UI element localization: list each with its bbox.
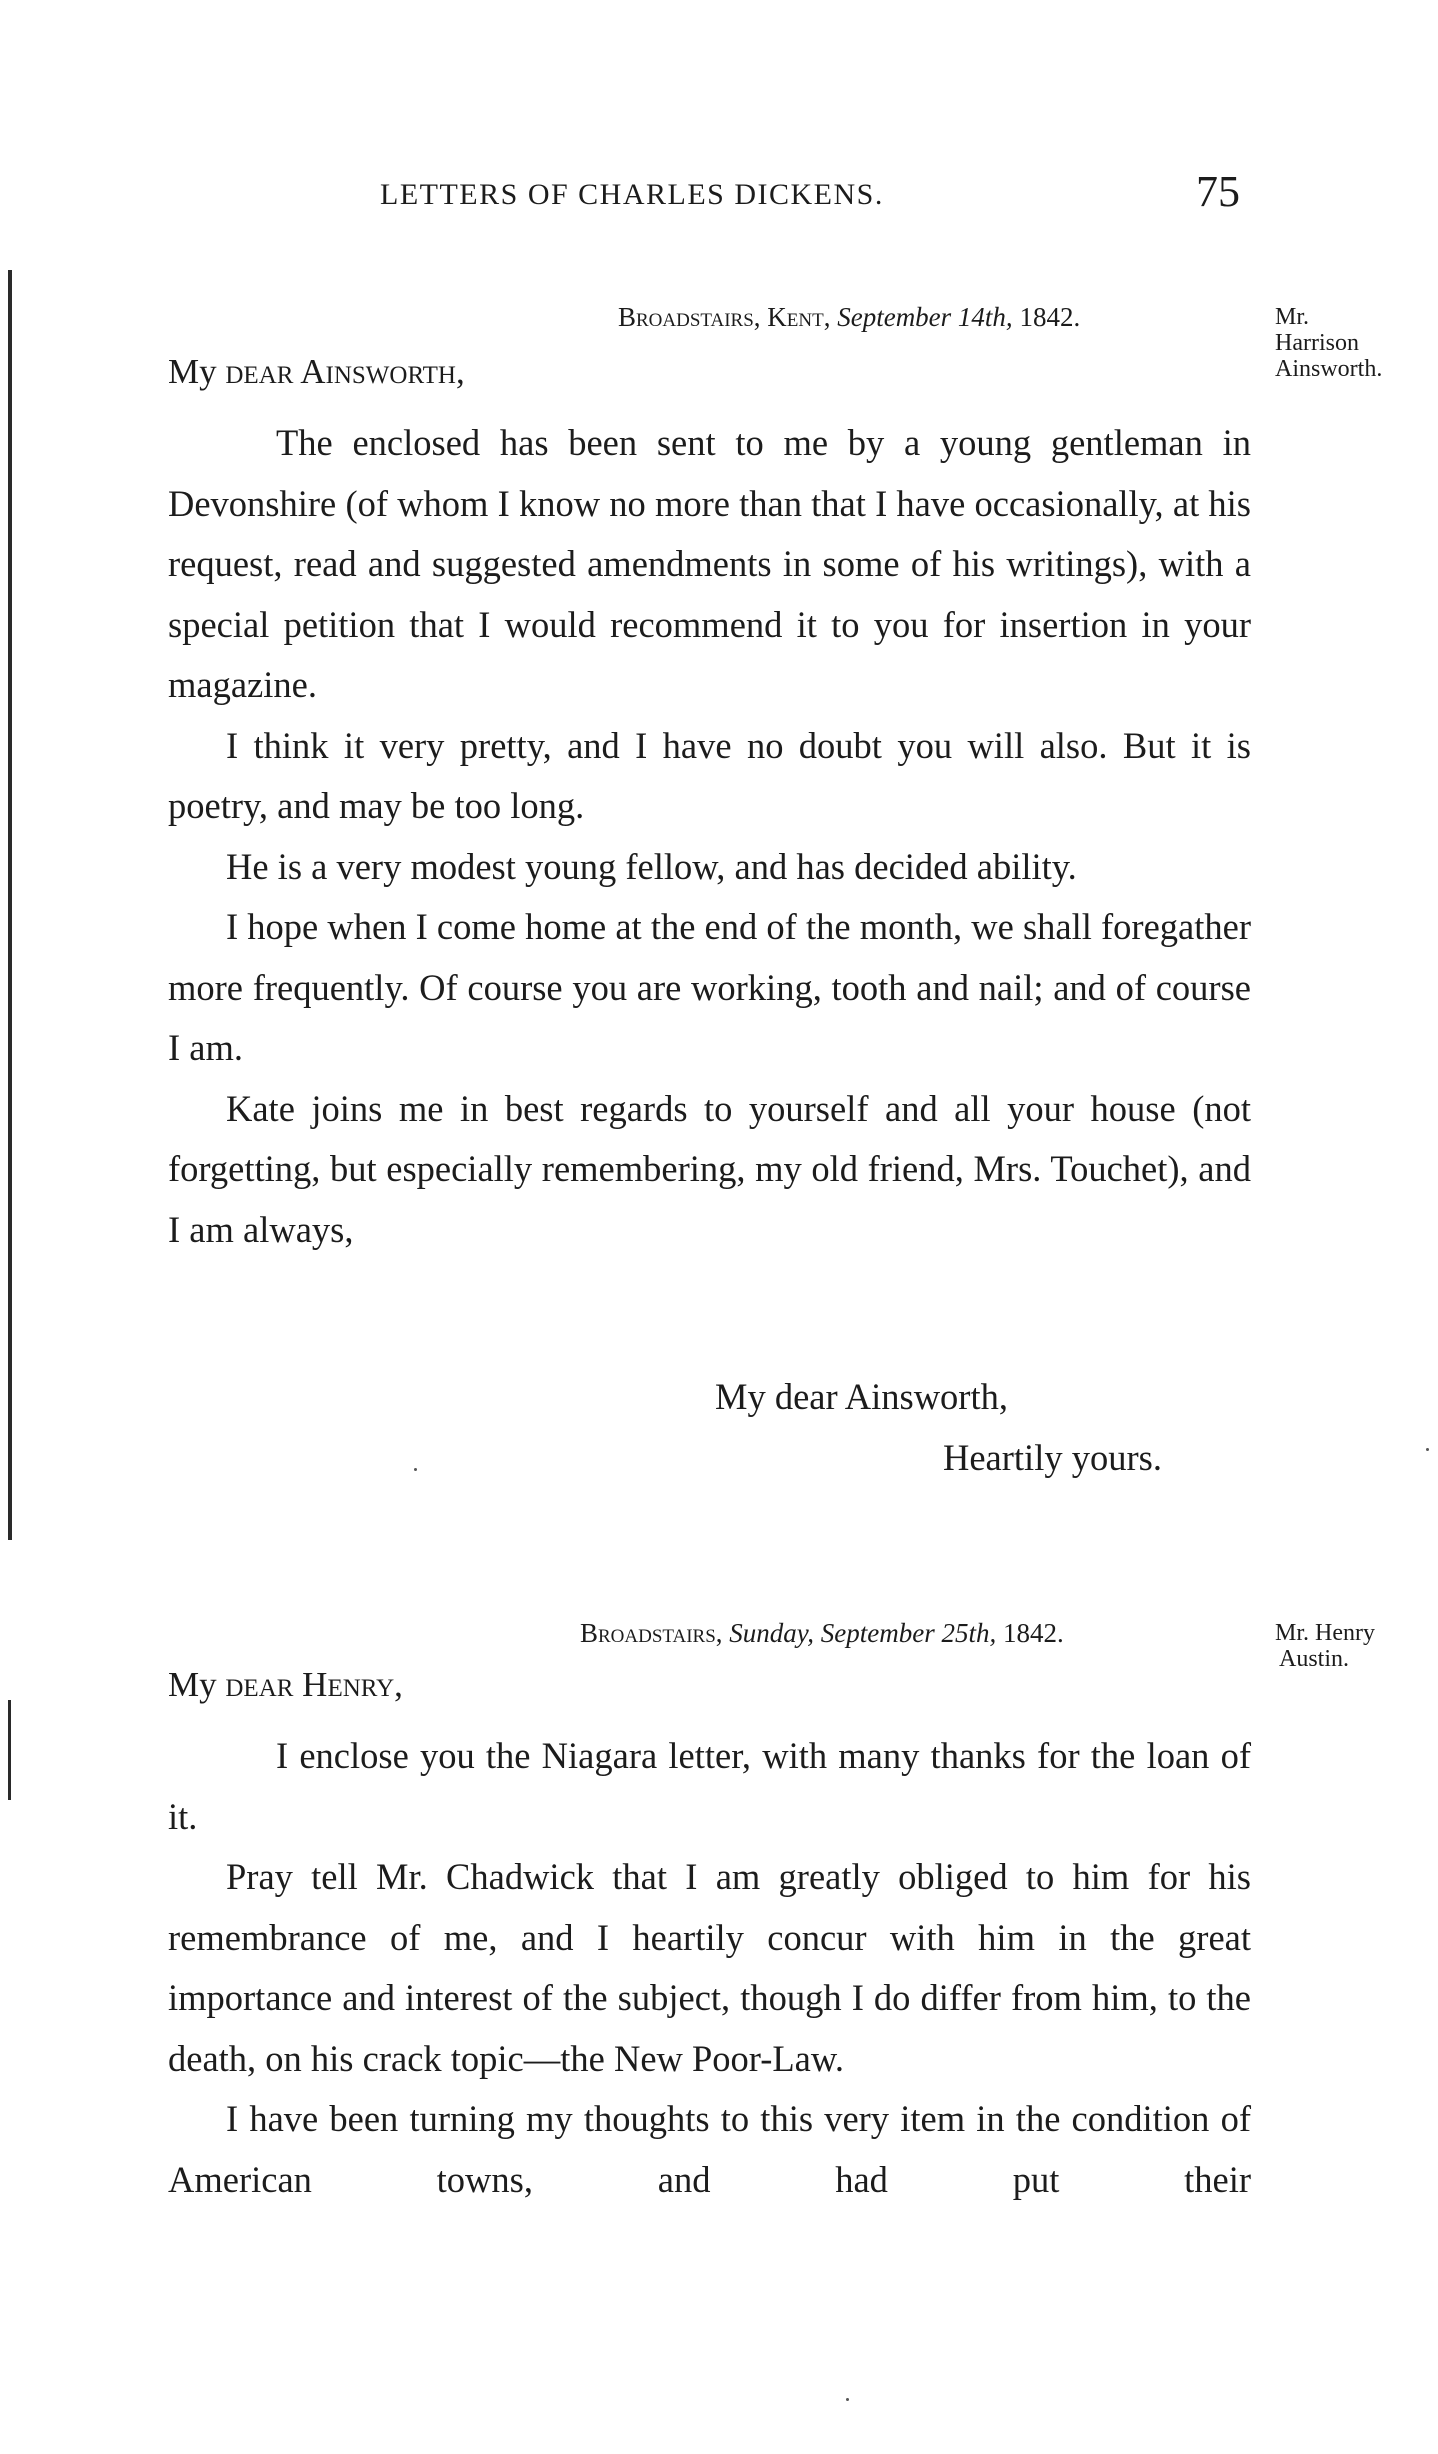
- letter-1-year: 1842.: [1019, 302, 1081, 332]
- letter-2-paragraph: I enclose you the Niagara letter, with many thanks for the loan of it.: [168, 1735, 1251, 1837]
- letter-2-place: Broadstairs,: [580, 1618, 723, 1648]
- letter-2-year: 1842.: [1003, 1618, 1064, 1648]
- binding-edge-mark: [8, 270, 12, 1540]
- scan-speck: [1426, 1448, 1429, 1451]
- scan-speck: [846, 2398, 849, 2401]
- letter-2-paragraph: I have been turning my thoughts to this very item in the condition of American towns, and had put their: [168, 2098, 1251, 2200]
- letter-2-salutation: [168, 1665, 403, 1705]
- letter-1-side-note-line: Ainsworth.: [1275, 356, 1383, 382]
- letter-1-closing-line: My dear Ainsworth,: [715, 1376, 1008, 1417]
- binding-edge-mark-lower: [8, 1700, 11, 1800]
- letter-2-salutation-first: My: [168, 1665, 217, 1704]
- letter-1-paragraph: He is a very modest young fellow, and has decided ability.: [226, 845, 1077, 887]
- letter-1-side-note-line: Harrison: [1275, 330, 1359, 356]
- letter-1-salutation: [168, 352, 465, 392]
- letter-1-date: September 14th,: [837, 302, 1013, 332]
- letter-2-side-note: [1275, 1620, 1375, 1672]
- letter-1-paragraph: The enclosed has been sent to me by a young gentleman in Devonshire (of whom I know no more than that I have occasionally, at his request, read and suggested amendments in some of his writings), with a special petition that I would recommend it to you for insertion in your magazine.: [168, 422, 1251, 705]
- letter-2-date: Sunday, September 25th,: [729, 1618, 997, 1648]
- letter-1-paragraph: I hope when I come home at the end of the month, we shall foregather more frequently. Of course you are working, tooth and nail; and of course I am.: [168, 906, 1251, 1068]
- letter-1-signoff: Heartily yours.: [943, 1437, 1162, 1478]
- letter-2-body: [168, 1726, 1251, 2210]
- page-number: 75: [1196, 167, 1240, 216]
- letter-1-place: Broadstairs, Kent,: [618, 302, 831, 332]
- letter-2-salutation-rest: dear Henry,: [216, 1665, 403, 1704]
- letter-1-dateline: [618, 302, 1080, 333]
- letter-1-side-note: [1275, 304, 1382, 382]
- letter-2-side-note-line: Austin.: [1279, 1646, 1350, 1672]
- letter-1-side-note-line: Mr.: [1275, 304, 1310, 330]
- letter-1-salutation-first: My: [168, 352, 217, 391]
- running-head: LETTERS OF CHARLES DICKENS.: [380, 178, 884, 211]
- letter-2-paragraph: Pray tell Mr. Chadwick that I am greatly obliged to him for his remembrance of me, and I heartily concur with him in the great importance and interest of the subject, though I do differ from him, to the death, on his crack topic—the New Poor-Law.: [168, 1856, 1251, 2079]
- letter-2-side-note-line: Mr. Henry: [1275, 1620, 1375, 1646]
- letter-1-salutation-rest: dear Ainsworth,: [216, 352, 465, 391]
- letter-2-dateline: [580, 1618, 1064, 1649]
- scan-speck: [414, 1468, 417, 1471]
- letter-1-paragraph: Kate joins me in best regards to yourself and all your house (not forgetting, but especially remembering, my old friend, Mrs. Touchet), and I am always,: [168, 1087, 1251, 1250]
- letter-1-paragraph: I think it very pretty, and I have no doubt you will also. But it is poetry, and may be too long.: [168, 724, 1251, 826]
- letter-1-body: [168, 413, 1251, 1260]
